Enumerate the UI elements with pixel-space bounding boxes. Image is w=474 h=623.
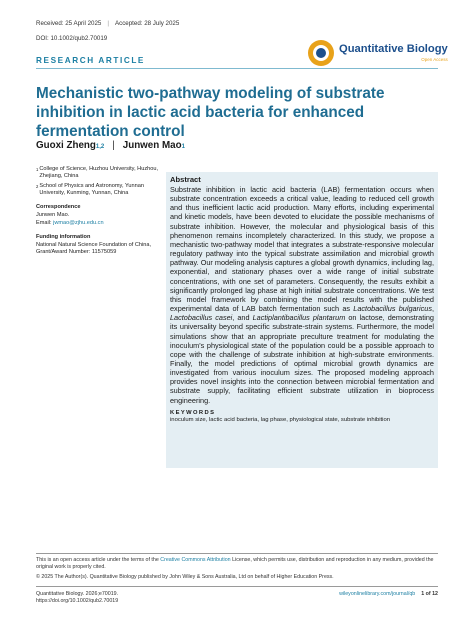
correspondence-name: Junwen Mao. [36,212,70,219]
journal-brand[interactable] [308,40,448,66]
license-link[interactable]: Creative Commons Attribution [160,557,231,563]
author-name[interactable]: Guoxi Zheng [36,140,96,151]
correspondence-email-line: Email: jwmao@zjhu.edu.cn [36,219,104,226]
keywords-list: inoculum size, lactic acid bacteria, lag phase, physiological state, substrate inhibition [170,416,391,423]
email-link[interactable]: jwmao@zjhu.edu.cn [53,219,104,226]
abstract-text: Substrate inhibition in lactic acid bacteria (LAB) fermentation occurs when substrate concentration exceeds a critical value, leading to reduced cell growth and thus inefficient lactic acid production. Many efforts, including experimental and kinetic models, have been devoted to elucidate the possible mechanisms of substrate inhibition. However, the molecular and physiological basis of this phenomenon remains incompletely characterized. In this study, we propose a mechanistic two-pathway model that integrates a substrate-responsive molecular regulatory pathway into the typical substrate assimilation and microbial growth pathway. Our modeling analysis captures a global growth dynamics, including lag, exponential, and stationary phases over a wide range of initial substrate concentrations, with one set of parameters. Consequently, the results exhibit a significantly prolonged lag phase at high initial substrate concentrations. We test this model framework by combining the model results with the published experimental data of LAB batch fermentation such as Lactobacillus bulgaricus, Lactobacillus casei, and Lactiplantibacillus plantarum on lactose, demonstrating its universality beyond specific substrate-strain systems. Furthermore, the model simulations show that an appropriate preculture treatment for modulating the inoculum's physiological state of the population could be a possible approach to cope with the challenge of substrate inhibition at high-substrate environments. Finally, the model predictions of optimal microbial growth dynamics are investigated from various inoculum sizes. The proposed modeling approach provides novel insights into the connection between microbial fermentation and substrate supply, facilitating efficient substrate utilization in bioprocess engineering. [170,185,434,405]
species-name: Lactiplantibacillus plantarum [252,313,346,323]
page-footer-right [339,591,438,597]
article-type-label: RESEARCH ARTICLE [36,56,145,65]
page-number: 1 of 12 [421,591,438,597]
doi-url[interactable]: https://doi.org/10.1002/qub2.70019 [36,598,119,604]
section-divider [36,68,438,69]
author-affiliation-sup: 1 [181,144,185,150]
journal-logo-icon [308,40,334,66]
journal-citation: Quantitative Biology. 2026;e70019. [36,591,119,597]
abstract-box [166,172,438,468]
doi[interactable]: DOI: 10.1002/qub2.70019 [36,35,108,42]
correspondence-heading: Correspondence [36,204,81,211]
journal-subtitle: Open Access [421,56,448,62]
author-list [36,140,185,151]
abstract-heading: Abstract [170,175,201,184]
funding-text: National Natural Science Foundation of China, Grant/Award Number: 11575059 [36,241,152,255]
journal-name: Quantitative Biology [339,43,448,56]
author-affiliation-sup: 1,2 [95,144,105,150]
author-name[interactable]: Junwen Mao [122,140,182,151]
affiliation: 2 School of Physics and Astronomy, Yunnan University, Kunming, Yunnan, China [36,183,144,197]
accepted-date: Accepted: 28 July 2025 [114,20,180,27]
footer-divider [36,553,438,554]
date-separator: | [107,20,109,27]
species-name: Lactobacillus casei [170,313,233,323]
received-date: Received: 25 April 2025 [36,20,102,27]
affiliation: 1 College of Science, Huzhou University, Huzhou, Zhejiang, China [36,166,159,180]
copyright-notice: © 2025 The Author(s). Quantitative Biology published by John Wiley & Sons Australia, Ltd on behalf of Higher Education Press. [36,574,334,580]
paper-title: Mechanistic two-pathway modeling of substrate inhibition in lactic acid bacteria for enhanced fermentation control [36,85,385,140]
footer-divider-bottom [36,586,438,587]
species-name: Lactobacillus bulgaricus [353,304,432,314]
article-dates [36,20,179,27]
license-notice: This is an open access article under the terms of the Creative Commons Attribution License, which permits use, distribution and reproduction in any medium, provided the original work is properly cited. [36,557,434,570]
funding-heading: Funding information [36,233,91,240]
affiliations-sidebar [36,166,158,256]
author-divider: | [112,140,115,151]
journal-site-link[interactable]: wileyonlinelibrary.com/journal/qb [339,591,416,597]
keywords-heading: KEYWORDS [170,409,216,416]
citation-block [36,591,118,605]
